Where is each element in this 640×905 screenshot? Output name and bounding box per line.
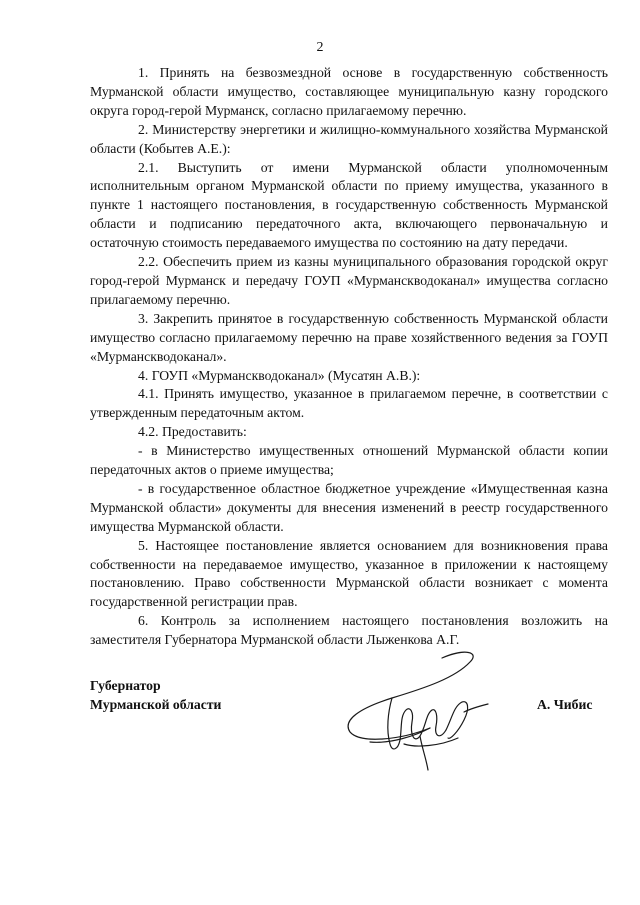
paragraph-4-2: 4.2. Предоставить:: [138, 424, 247, 440]
paragraph-2-2: 2.2. Обеспечить прием из казны муниципального образования городской округ город-герой Мурманск и передачу ГОУП «Мурманскводоканал» имущества согласно прилагаемому перечню.: [90, 254, 608, 307]
signatory-position: [90, 676, 221, 714]
handwritten-signature: [330, 640, 540, 775]
paragraph-5: 5. Настоящее постановление является основанием для возникновения права собственности на передаваемое имущество, указанное в приложении к настоящему постановлению. Право собственности Мурманской области возникает с момента государственной регистрации прав.: [90, 537, 608, 610]
page-number: 2: [316, 40, 324, 55]
paragraph-6: 6. Контроль за исполнением настоящего постановления возложить на заместителя Губернатора Мурманской области Лыженкова А.Г.: [90, 613, 608, 648]
paragraph-4-1: 4.1. Принять имущество, указанное в прилагаемом перечне, в соответствии с утвержденным передаточным актом.: [90, 386, 608, 421]
document-body: [90, 64, 608, 650]
signatory-position-line-1: Губернатор: [90, 678, 161, 693]
signatory-name: А. Чибис: [537, 697, 593, 712]
paragraph-4: 4. ГОУП «Мурманскводоканал» (Мусатян А.В.):: [138, 367, 421, 383]
paragraph-1: 1. Принять на безвозмездной основе в государственную собственность Мурманской области имущество, составляющее муниципальную казну городского округа город-герой Мурманск, согласно прилагаемому перечню.: [90, 65, 608, 118]
paragraph-3: 3. Закрепить принятое в государственную собственность Мурманской области имущество согласно прилагаемому перечню на праве хозяйственного ведения за ГОУП «Мурманскводоканал».: [90, 310, 608, 364]
paragraph-4-2-item-2: - в государственное областное бюджетное учреждение «Имущественная казна Мурманской области» документы для внесения изменений в реестр государственного имущества Мурманской области.: [90, 480, 608, 534]
paragraph-2-1: 2.1. Выступить от имени Мурманской области уполномоченным исполнительным органом Мурманской области по приему имущества, указанного в пункте 1 настоящего постановления, в государственную собственность Мурманской области и подписанию передаточного акта, включающего первоначальную и остаточную стоимость передаваемого имущества по состоянию на дату передачи.: [90, 159, 608, 251]
paragraph-2: 2. Министерству энергетики и жилищно-коммунального хозяйства Мурманской области (Кобытев А.Е.):: [90, 121, 608, 156]
paragraph-4-2-item-1: - в Министерство имущественных отношений Мурманской области копии передаточных актов о приеме имущества;: [90, 443, 608, 478]
signatory-position-line-2: Мурманской области: [90, 697, 222, 712]
